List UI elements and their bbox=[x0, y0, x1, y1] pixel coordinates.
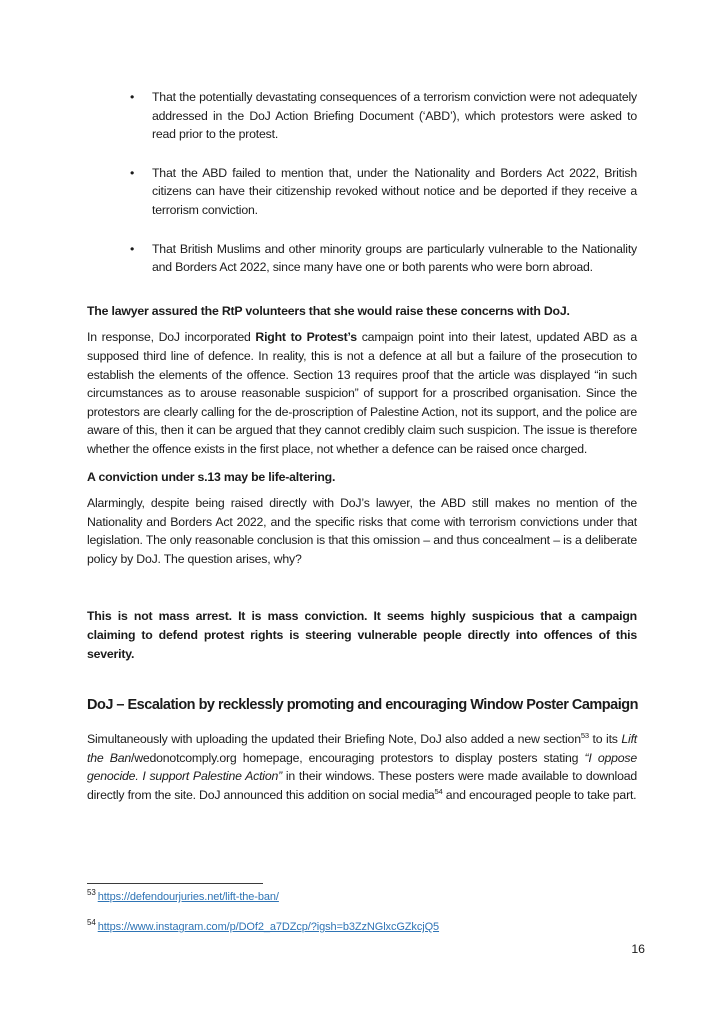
footnote-54 bbox=[87, 918, 637, 934]
footnote-separator bbox=[87, 883, 263, 884]
page-number: 16 bbox=[631, 942, 645, 956]
bullet-text: That British Muslims and other minority groups are particularly vulnerable to the Nationality and Borders Act 2022, since many have one or both parents who were born abroad. bbox=[152, 241, 637, 275]
footnote-marker: 53 bbox=[87, 888, 96, 898]
bullet-marker-icon: • bbox=[130, 241, 135, 256]
page-content bbox=[87, 0, 637, 805]
bullet-marker-icon: • bbox=[130, 90, 135, 104]
footnote-53 bbox=[87, 888, 637, 904]
bullet-text: That the potentially devastating consequences of a terrorism conviction were not adequately addressed in the DoJ Action Briefing Document (‘ABD’), which protestors were asked to read prior to the protest. bbox=[152, 90, 637, 142]
section-heading: DoJ – Escalation by recklessly promoting and encouraging Window Poster Campaign bbox=[87, 697, 638, 714]
footnote-marker: 54 bbox=[87, 918, 96, 928]
para-conviction-warning: A conviction under s.13 may be life-altering. bbox=[87, 469, 336, 484]
bullet-list bbox=[87, 88, 637, 277]
footnote-link[interactable]: https://defendourjuries.net/lift-the-ban/ bbox=[97, 891, 279, 903]
para-alarmingly: Alarmingly, despite being raised directly with DoJ’s lawyer, the ABD still makes no mention of the Nationality and Borders Act 2022, and the specific risks that come with terrorism convictions under that legislation. The only reasonable conclusion is that this omission – and thus concealment – is a deliberate policy by DoJ. The question arises, why? bbox=[87, 496, 637, 566]
bullet-item bbox=[130, 164, 637, 220]
bullet-item bbox=[130, 88, 637, 144]
footnote-link[interactable]: https://www.instagram.com/p/DOf2_a7DZcp/?igsh=b3ZzNGlxcGZkcjQ5 bbox=[97, 921, 440, 933]
para-mass-conviction: This is not mass arrest. It is mass conviction. It seems highly suspicious that a campaign claiming to defend protest rights is steering vulnerable people directly into offences of this severity. bbox=[87, 609, 637, 661]
para-poster-campaign: Simultaneously with uploading the updated their Briefing Note, DoJ also added a new section$^{53}$ to its Lift the Ban/wedonotcomply.org homepage, encouraging protestors to display posters stating “I oppose genocide. I support Palestine Action” in their windows. These posters were made available to download directly from the site. DoJ announced this addition on social media$^{54}$ and encouraged people to take part. bbox=[87, 731, 638, 803]
para-doj-response: In response, DoJ incorporated Right to Protest’s campaign point into their latest, updated ABD as a supposed third line of defence. In reality, this is not a defence at all but a failure of the prosecution to establish the elements of the offence. Section 13 requires proof that the article was displayed “in such circumstances as to arouse reasonable suspicion” of support for a proscribed organisation. Since the protestors are clearly calling for the de-proscription of Palestine Action, not its support, and the police are aware of this, then it can be argued that they cannot credibly claim such suspicion. The issue is therefore whether the offence exists in the first place, not whether a defence can be raised once charged. bbox=[87, 330, 637, 456]
bullet-marker-icon: • bbox=[130, 165, 135, 180]
bullet-item bbox=[130, 240, 637, 277]
bullet-text: That the ABD failed to mention that, under the Nationality and Borders Act 2022, British citizens can have their citizenship revoked without notice and be deported if they receive a terrorism conviction. bbox=[152, 165, 637, 217]
para-lawyer-assurance: The lawyer assured the RtP volunteers that she would raise these concerns with DoJ. bbox=[87, 303, 570, 318]
